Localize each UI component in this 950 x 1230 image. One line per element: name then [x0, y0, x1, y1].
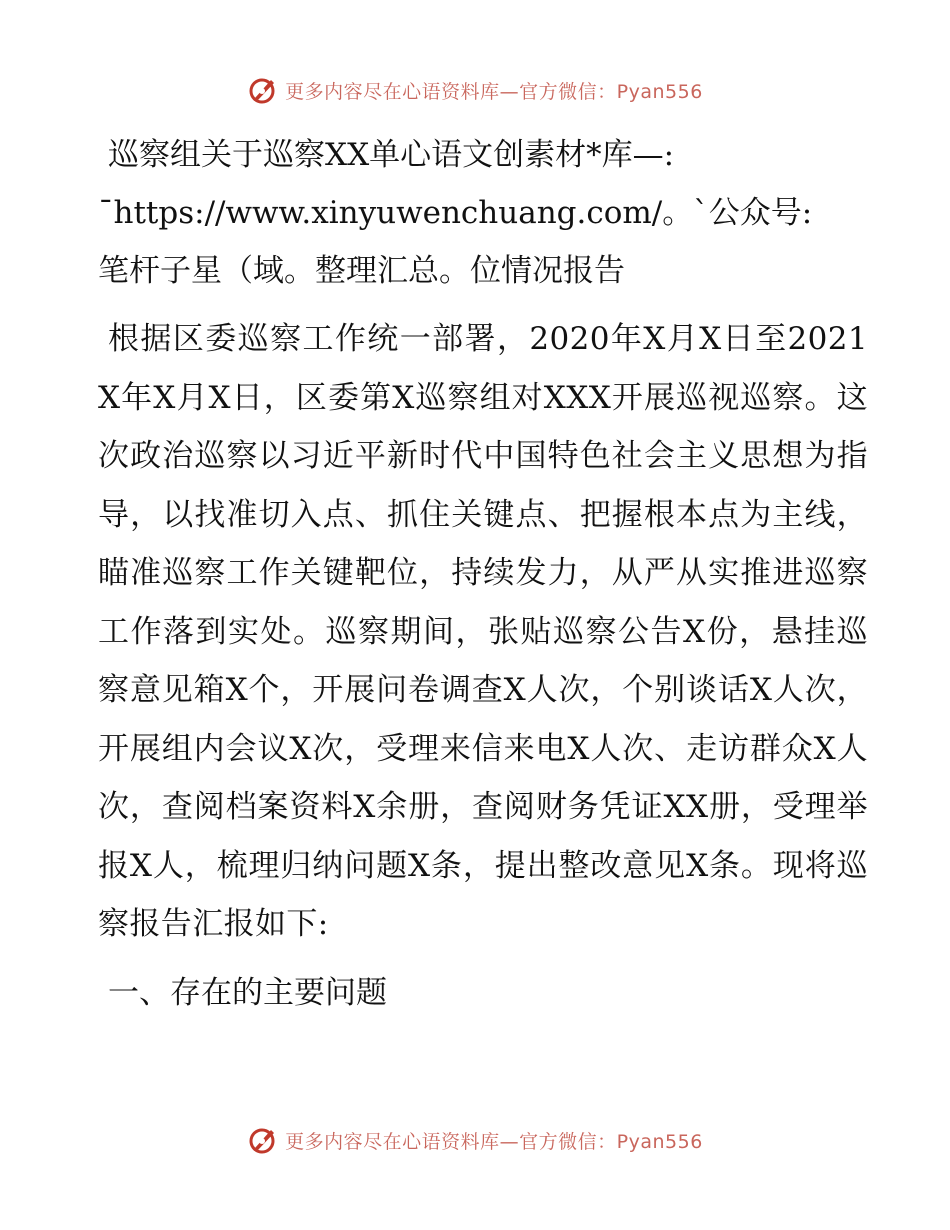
footer-banner-text: 更多内容尽在心语资料库—官方微信：Pyan556 — [285, 1130, 703, 1153]
section-heading: 一、存在的主要问题 — [108, 974, 387, 1011]
document-body — [98, 126, 868, 1022]
document-title — [98, 126, 868, 300]
quill-pen-circle-logo-icon — [247, 1124, 279, 1156]
header-banner-text: 更多内容尽在心语资料库—官方微信：Pyan556 — [285, 80, 703, 103]
title-line-2: ¯https://www.xinyuwenchuang.com/。`公众号: — [98, 195, 813, 231]
body-paragraph: 根据区委巡察工作统一部署，2020年X月X日至2021X年X月X日，区委第X巡察组对XXX开展巡视巡察。这次政治巡察以习近平新时代中国特色社会主义思想为指导，以找准切入点、抓住关键点、把握根本点为主线，瞄准巡察工作关键靶位，持续发力，从严从实推进巡察工作落到实处。巡察期间，张贴巡察公告X份，悬挂巡察意见箱X个，开展问卷调查X人次，个别谈话X人次，开展组内会议X次，受理来信来电X人次、走访群众X人次，查阅档案资料X余册，查阅财务凭证XX册，受理举报X人，梳理归纳问题X条，提出整改意见X条。现将巡察报告汇报如下: — [98, 321, 868, 942]
title-line-1: 巡察组关于巡察XX单心语文创素材*库—: — [108, 137, 675, 173]
title-line-3: 笔杆子星（域。整理汇总。位情况报告 — [98, 253, 625, 289]
footer-banner — [0, 1120, 950, 1160]
quill-pen-circle-logo-icon — [247, 74, 279, 106]
header-banner — [0, 70, 950, 110]
